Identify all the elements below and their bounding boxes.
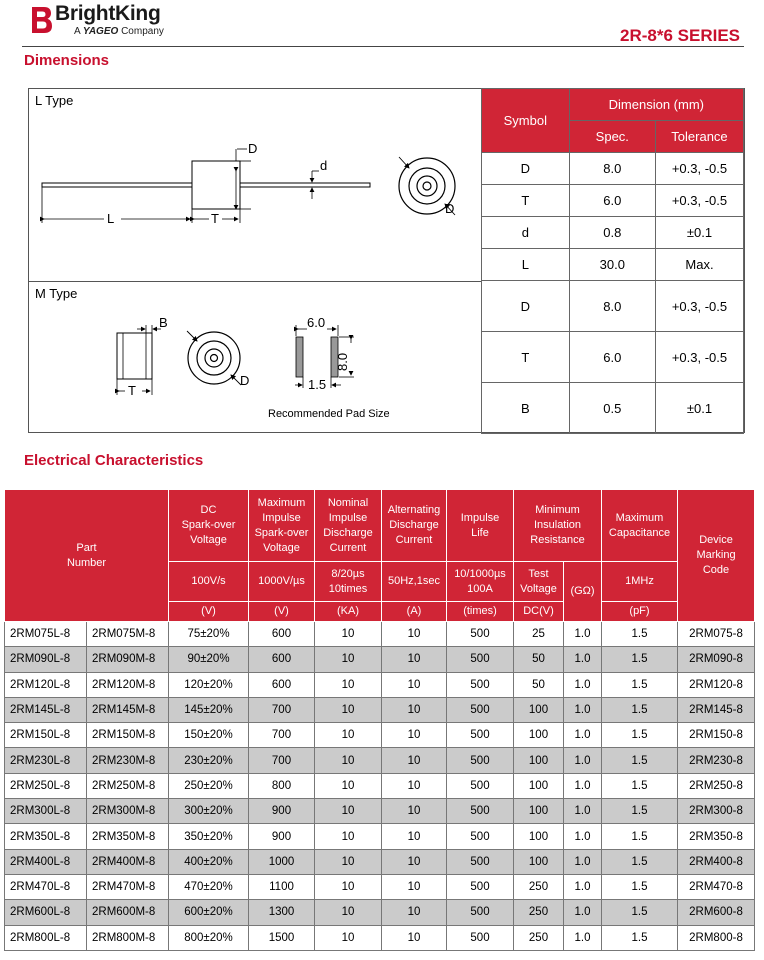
test-voltage-cell: 50 [514, 647, 564, 672]
symbol-cell: d [482, 217, 570, 249]
symbol-cell: B [482, 383, 570, 434]
nominal-current-cell: 10 [315, 672, 382, 697]
header-line: Insulation [533, 519, 582, 531]
resistance-cell: 1.0 [564, 647, 602, 672]
spec-cell: 6.0 [569, 185, 655, 217]
series-title: 2R-8*6 SERIES [620, 26, 740, 45]
resistance-cell: 1.0 [564, 697, 602, 722]
life-cell: 500 [447, 672, 514, 697]
marking-code-cell: 2RM300-8 [678, 799, 755, 824]
dc-cell: 150±20% [169, 723, 249, 748]
tolerance-cell: +0.3, -0.5 [655, 185, 743, 217]
nominal-current-cell: 10 [315, 824, 382, 849]
header-line: Voltage [520, 582, 557, 595]
table-row [5, 647, 755, 672]
header-line: 100A [467, 582, 493, 595]
resistance-cell: 1.0 [564, 900, 602, 925]
table-row [5, 900, 755, 925]
nominal-current-cell: 10 [315, 723, 382, 748]
dimension-row [482, 332, 744, 383]
part-m-cell: 2RM400M-8 [87, 849, 169, 874]
header-line: Number [66, 556, 107, 569]
marking-code-header [678, 490, 755, 622]
marking-code-cell: 2RM150-8 [678, 723, 755, 748]
header-line: Nominal [327, 496, 369, 509]
test-voltage-cell: 50 [514, 672, 564, 697]
dc-cell: 75±20% [169, 622, 249, 647]
nominal-current-cell: 10 [315, 849, 382, 874]
impulse-voltage-cell: 600 [249, 647, 315, 672]
capacitance-cell: 1.5 [602, 900, 678, 925]
nominal-current-cell: 10 [315, 647, 382, 672]
spec-cell: 8.0 [569, 153, 655, 185]
capacitance-cell: 1.5 [602, 925, 678, 950]
tolerance-cell: +0.3, -0.5 [655, 332, 743, 383]
m-b-label: B [159, 315, 168, 330]
alt-unit: (A) [382, 602, 447, 622]
l-t-label: T [211, 211, 219, 226]
spec-header: Spec. [569, 121, 655, 153]
part-m-cell: 2RM150M-8 [87, 723, 169, 748]
l-length-label: L [107, 211, 115, 226]
page-header [0, 0, 764, 50]
capacitance-cell: 1.5 [602, 672, 678, 697]
alt-current-cell: 10 [382, 773, 447, 798]
marking-code-cell: 2RM600-8 [678, 900, 755, 925]
header-line: 8/20µs [331, 567, 365, 580]
test-voltage-condition [514, 562, 564, 602]
nominal-current-cell: 10 [315, 697, 382, 722]
life-cell: 500 [447, 773, 514, 798]
alt-current-cell: 10 [382, 647, 447, 672]
capacitance-cell: 1.5 [602, 874, 678, 899]
header-line: Test [528, 567, 549, 580]
resistance-cell: 1.0 [564, 723, 602, 748]
header-line: Current [395, 534, 433, 546]
marking-code-cell: 2RM800-8 [678, 925, 755, 950]
part-m-cell: 2RM600M-8 [87, 900, 169, 925]
resistance-cell: 1.0 [564, 849, 602, 874]
part-m-cell: 2RM470M-8 [87, 874, 169, 899]
symbol-cell: T [482, 332, 570, 383]
nominal-unit: (KA) [315, 602, 382, 622]
cap-condition: 1MHz [602, 562, 678, 602]
imp-unit: (V) [249, 602, 315, 622]
dc-cell: 230±20% [169, 748, 249, 773]
life-condition [447, 562, 514, 602]
part-l-cell: 2RM150L-8 [5, 723, 87, 748]
table-row [5, 824, 755, 849]
m-type-rows [482, 281, 744, 434]
part-m-cell: 2RM090M-8 [87, 647, 169, 672]
header-line: Impulse [460, 511, 500, 524]
nominal-current-cell: 10 [315, 925, 382, 950]
part-m-cell: 2RM145M-8 [87, 697, 169, 722]
part-m-cell: 2RM120M-8 [87, 672, 169, 697]
resistance-cell: 1.0 [564, 773, 602, 798]
capacitance-cell: 1.5 [602, 748, 678, 773]
resistance-cell: 1.0 [564, 874, 602, 899]
m-type-side-view [117, 325, 161, 395]
impulse-voltage-cell: 1000 [249, 849, 315, 874]
dc-cell: 300±20% [169, 799, 249, 824]
test-voltage-cell: 100 [514, 799, 564, 824]
brand-name: BrightKing [55, 2, 161, 25]
dc-cell: 400±20% [169, 849, 249, 874]
part-l-cell: 2RM800L-8 [5, 925, 87, 950]
marking-code-cell: 2RM145-8 [678, 697, 755, 722]
part-l-cell: 2RM470L-8 [5, 874, 87, 899]
symbol-cell: D [482, 153, 570, 185]
life-unit: (times) [447, 602, 514, 622]
dimensions-box [28, 88, 745, 433]
resistance-cell: 1.0 [564, 622, 602, 647]
capacitance-cell: 1.5 [602, 824, 678, 849]
dimensions-heading: Dimensions [24, 52, 110, 69]
gohm-unit: (GΩ) [564, 562, 602, 622]
test-unit: DC(V) [514, 602, 564, 622]
dimension-row [482, 185, 744, 217]
life-cell: 500 [447, 900, 514, 925]
part-l-cell: 2RM090L-8 [5, 647, 87, 672]
alt-current-cell: 10 [382, 849, 447, 874]
brand-tagline [74, 26, 164, 37]
dc-cell: 600±20% [169, 900, 249, 925]
dimension-table [481, 88, 744, 434]
dimension-row [482, 383, 744, 434]
dimension-drawing [29, 89, 481, 434]
tagline-prefix: A [74, 26, 81, 37]
tolerance-cell: +0.3, -0.5 [655, 153, 743, 185]
nominal-current-cell: 10 [315, 748, 382, 773]
capacitance-cell: 1.5 [602, 799, 678, 824]
tolerance-cell: ±0.1 [655, 383, 743, 434]
m-type-label: M Type [35, 286, 78, 301]
marking-code-cell: 2RM400-8 [678, 849, 755, 874]
pad-caption: Recommended Pad Size [268, 408, 390, 420]
life-cell: 500 [447, 925, 514, 950]
capacitance-header [602, 490, 678, 562]
dc-cell: 470±20% [169, 874, 249, 899]
test-voltage-cell: 25 [514, 622, 564, 647]
pad-height-label: 8.0 [335, 352, 350, 371]
symbol-header: Symbol [482, 89, 570, 153]
impulse-voltage-cell: 800 [249, 773, 315, 798]
test-voltage-cell: 100 [514, 849, 564, 874]
life-cell: 500 [447, 874, 514, 899]
alt-current-cell: 10 [382, 723, 447, 748]
capacitance-cell: 1.5 [602, 622, 678, 647]
test-voltage-cell: 100 [514, 697, 564, 722]
m-type-end-view [187, 331, 241, 385]
spec-cell: 8.0 [569, 281, 655, 332]
table-row [5, 672, 755, 697]
dimension-header: Dimension (mm) [569, 89, 743, 121]
marking-code-cell: 2RM120-8 [678, 672, 755, 697]
test-voltage-cell: 100 [514, 824, 564, 849]
symbol-cell: D [482, 281, 570, 332]
marking-code-cell: 2RM470-8 [678, 874, 755, 899]
tolerance-cell: ±0.1 [655, 217, 743, 249]
symbol-cell: T [482, 185, 570, 217]
life-cell: 500 [447, 849, 514, 874]
cap-unit: (pF) [602, 602, 678, 622]
impulse-voltage-cell: 900 [249, 799, 315, 824]
spec-cell: 6.0 [569, 332, 655, 383]
dc-cell: 250±20% [169, 773, 249, 798]
symbol-cell: L [482, 249, 570, 281]
capacitance-cell: 1.5 [602, 849, 678, 874]
part-l-cell: 2RM145L-8 [5, 697, 87, 722]
marking-code-cell: 2RM230-8 [678, 748, 755, 773]
header-line: Code [702, 564, 730, 576]
part-m-cell: 2RM250M-8 [87, 773, 169, 798]
part-l-cell: 2RM300L-8 [5, 799, 87, 824]
pad-width-label: 6.0 [307, 315, 326, 330]
life-cell: 500 [447, 824, 514, 849]
part-m-cell: 2RM075M-8 [87, 622, 169, 647]
brightking-logo-icon [30, 5, 54, 35]
part-l-cell: 2RM600L-8 [5, 900, 87, 925]
table-row [5, 874, 755, 899]
header-line: Maximum [257, 496, 306, 509]
header-line: Spark-over [254, 526, 309, 539]
m-end-d-label: D [240, 373, 250, 388]
impulse-life-header [447, 490, 514, 562]
electrical-table [4, 489, 755, 951]
header-line: Voltage [190, 534, 227, 546]
m-t-label: T [128, 383, 136, 398]
impulse-voltage-cell: 600 [249, 672, 315, 697]
alt-current-cell: 10 [382, 799, 447, 824]
table-row [5, 723, 755, 748]
alt-condition: 50Hz,1sec [382, 562, 447, 602]
header-line: Part [76, 541, 97, 554]
impulse-voltage-cell: 600 [249, 622, 315, 647]
table-row [5, 748, 755, 773]
resistance-cell: 1.0 [564, 799, 602, 824]
alternating-discharge-header [382, 490, 447, 562]
tolerance-cell: Max. [655, 249, 743, 281]
marking-code-cell: 2RM075-8 [678, 622, 755, 647]
pad-gap-label: 1.5 [308, 377, 327, 392]
marking-code-cell: 2RM350-8 [678, 824, 755, 849]
insulation-resistance-header [514, 490, 602, 562]
alt-current-cell: 10 [382, 874, 447, 899]
alt-current-cell: 10 [382, 697, 447, 722]
test-voltage-cell: 100 [514, 748, 564, 773]
life-cell: 500 [447, 799, 514, 824]
imp-condition: 1000V/µs [249, 562, 315, 602]
header-line: Discharge [389, 519, 439, 531]
header-line: Resistance [530, 534, 585, 546]
l-d-label: D [248, 141, 258, 156]
marking-code-cell: 2RM090-8 [678, 647, 755, 672]
dc-cell: 350±20% [169, 824, 249, 849]
spec-cell: 0.8 [569, 217, 655, 249]
spec-cell: 30.0 [569, 249, 655, 281]
part-l-cell: 2RM230L-8 [5, 748, 87, 773]
capacitance-cell: 1.5 [602, 697, 678, 722]
part-l-cell: 2RM350L-8 [5, 824, 87, 849]
header-line: Device [699, 534, 733, 546]
dimension-row [482, 153, 744, 185]
tolerance-header: Tolerance [655, 121, 743, 153]
resistance-cell: 1.0 [564, 824, 602, 849]
nominal-current-cell: 10 [315, 799, 382, 824]
life-cell: 500 [447, 697, 514, 722]
header-line: 10times [328, 582, 368, 595]
dc-cell: 90±20% [169, 647, 249, 672]
header-line: Life [471, 526, 489, 539]
capacitance-cell: 1.5 [602, 773, 678, 798]
header-divider [22, 46, 744, 47]
alt-current-cell: 10 [382, 824, 447, 849]
l-type-label: L Type [35, 93, 74, 108]
test-voltage-cell: 100 [514, 773, 564, 798]
resistance-cell: 1.0 [564, 925, 602, 950]
impulse-sparkover-header [249, 490, 315, 562]
dimension-row [482, 249, 744, 281]
life-cell: 500 [447, 723, 514, 748]
part-l-cell: 2RM400L-8 [5, 849, 87, 874]
dimension-row [482, 281, 744, 332]
dimension-row [482, 217, 744, 249]
part-l-cell: 2RM075L-8 [5, 622, 87, 647]
part-m-cell: 2RM800M-8 [87, 925, 169, 950]
part-l-cell: 2RM120L-8 [5, 672, 87, 697]
tagline-company: YAGEO [82, 26, 119, 37]
impulse-voltage-cell: 1300 [249, 900, 315, 925]
impulse-voltage-cell: 900 [249, 824, 315, 849]
nominal-discharge-header [315, 490, 382, 562]
dc-sparkover-header [169, 490, 249, 562]
header-line: Spark-over [181, 519, 236, 531]
alt-current-cell: 10 [382, 622, 447, 647]
l-end-d-label: D [445, 201, 455, 216]
test-voltage-cell: 250 [514, 874, 564, 899]
electrical-heading: Electrical Characteristics [24, 452, 204, 469]
header-line: Impulse [328, 511, 368, 524]
life-cell: 500 [447, 748, 514, 773]
electrical-rows [5, 622, 755, 951]
impulse-voltage-cell: 1500 [249, 925, 315, 950]
dc-cell: 145±20% [169, 697, 249, 722]
test-voltage-cell: 250 [514, 900, 564, 925]
table-row [5, 849, 755, 874]
table-row [5, 773, 755, 798]
header-line: Current [329, 541, 367, 554]
capacitance-cell: 1.5 [602, 647, 678, 672]
alt-current-cell: 10 [382, 748, 447, 773]
l-lead-d-label: d [320, 158, 328, 173]
dc-condition: 100V/s [169, 562, 249, 602]
resistance-cell: 1.0 [564, 748, 602, 773]
header-line: Alternating [387, 504, 441, 516]
capacitance-cell: 1.5 [602, 723, 678, 748]
table-row [5, 799, 755, 824]
dc-cell: 800±20% [169, 925, 249, 950]
header-line: 10/1000µs [454, 567, 506, 580]
table-row [5, 622, 755, 647]
l-type-rows [482, 153, 744, 281]
impulse-voltage-cell: 1100 [249, 874, 315, 899]
header-line: Capacitance [608, 526, 671, 539]
dc-unit: (V) [169, 602, 249, 622]
header-line: Minimum [535, 504, 580, 516]
part-l-cell: 2RM250L-8 [5, 773, 87, 798]
impulse-voltage-cell: 700 [249, 697, 315, 722]
spec-cell: 0.5 [569, 383, 655, 434]
nominal-current-cell: 10 [315, 773, 382, 798]
tagline-suffix: Company [121, 26, 164, 37]
impulse-voltage-cell: 700 [249, 723, 315, 748]
header-line: Discharge [323, 526, 373, 539]
nominal-current-cell: 10 [315, 900, 382, 925]
nominal-current-cell: 10 [315, 622, 382, 647]
alt-current-cell: 10 [382, 925, 447, 950]
test-voltage-cell: 250 [514, 925, 564, 950]
part-number-header [5, 490, 169, 622]
resistance-cell: 1.0 [564, 672, 602, 697]
alt-current-cell: 10 [382, 672, 447, 697]
nominal-current-cell: 10 [315, 874, 382, 899]
tolerance-cell: +0.3, -0.5 [655, 281, 743, 332]
table-row [5, 925, 755, 950]
header-line: Voltage [263, 541, 300, 554]
dc-cell: 120±20% [169, 672, 249, 697]
alt-current-cell: 10 [382, 900, 447, 925]
header-line: Marking [696, 549, 736, 561]
nominal-condition [315, 562, 382, 602]
life-cell: 500 [447, 622, 514, 647]
header-line: DC [200, 504, 217, 516]
impulse-voltage-cell: 700 [249, 748, 315, 773]
part-m-cell: 2RM230M-8 [87, 748, 169, 773]
part-m-cell: 2RM350M-8 [87, 824, 169, 849]
life-cell: 500 [447, 647, 514, 672]
part-m-cell: 2RM300M-8 [87, 799, 169, 824]
header-line: Impulse [262, 511, 301, 524]
marking-code-cell: 2RM250-8 [678, 773, 755, 798]
test-voltage-cell: 100 [514, 723, 564, 748]
header-line: Maximum [615, 511, 664, 524]
table-row [5, 697, 755, 722]
